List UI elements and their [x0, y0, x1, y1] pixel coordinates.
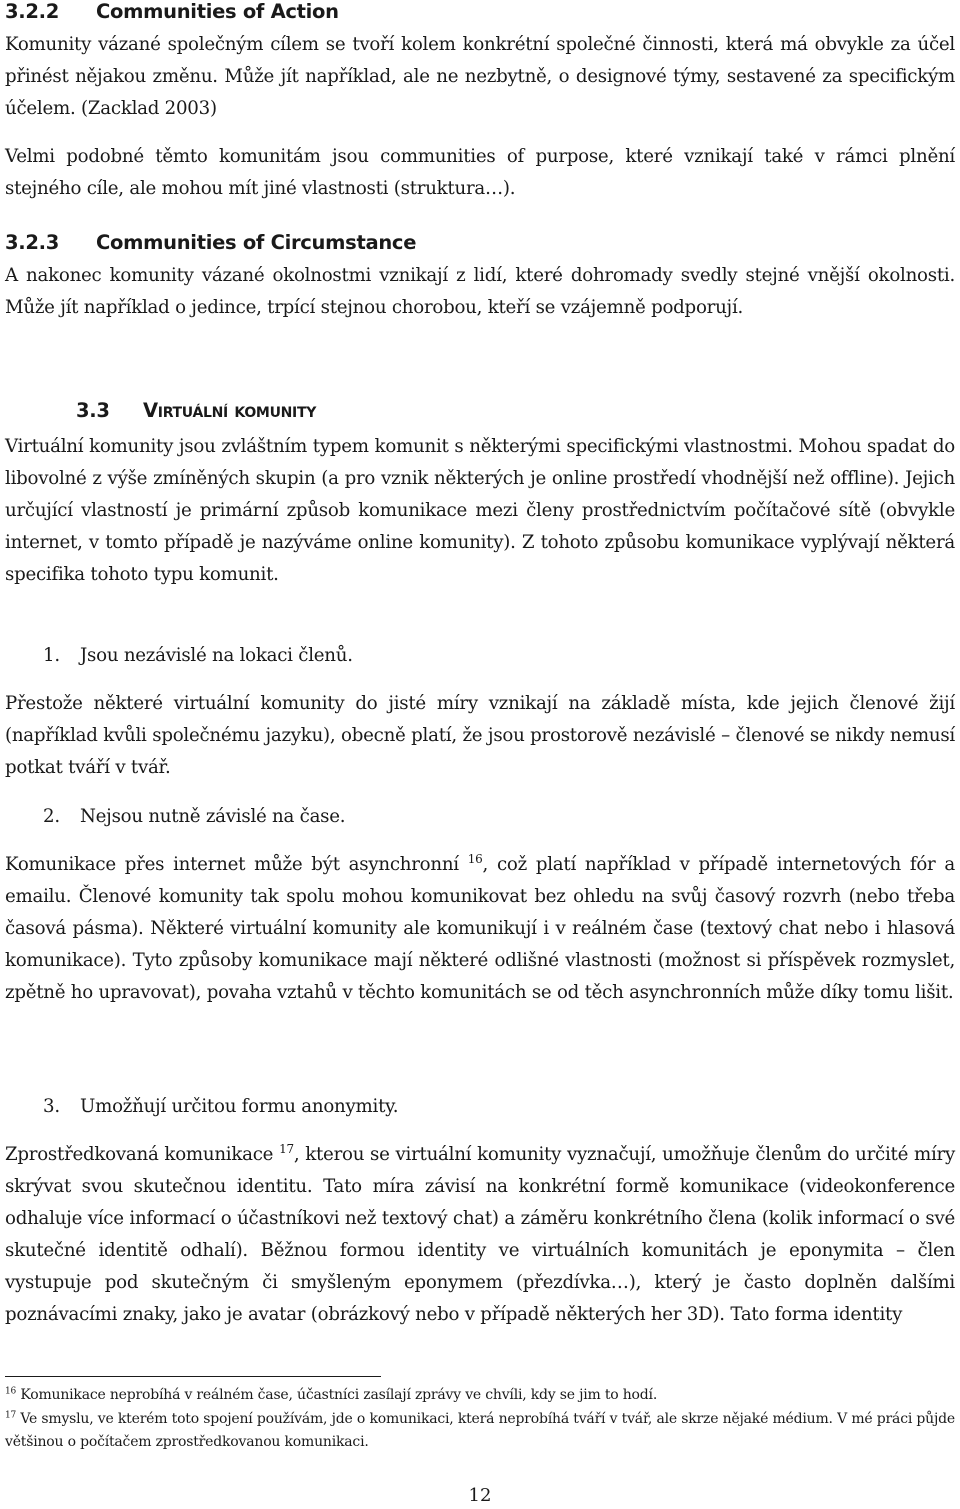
section-title: Communities of Circumstance: [96, 231, 417, 254]
footnote-separator: [5, 1376, 381, 1377]
list-number: 2.: [43, 806, 60, 827]
paragraph-text: , kterou se virtuální komunity vyznačují, umožňuje členům do určité míry skrývat svou skutečnou identitu. Tato míra závisí na konkrétní formě komunikace (videokonference odhaluje více informací o účastníkovi než textový chat) a záměru konkrétního člena (kolik informací o své skutečné identitě odhalí). Běžnou formou identity ve virtuálních komunitách je eponymita – člen vystupuje pod skutečným či smyšleným eponymem (přezdívka…), který je často doplněn dalšími poznávacími znaky, jako je avatar (obrázkový nebo v případě některých her 3D). Tato forma identity: [5, 1144, 955, 1325]
paragraph: A nakonec komunity vázané okolnostmi vznikají z lidí, které dohromady svedly stejné vnější okolnosti. Může jít například o jedince, trpící stejnou chorobou, kteří se vzájemně podporují.: [5, 265, 955, 318]
section-heading-3-2-2: [5, 0, 339, 24]
list-item-text: Nejsou nutně závislé na čase.: [80, 806, 346, 827]
list-number: 3.: [43, 1096, 60, 1117]
footnote-number: 16: [5, 1386, 17, 1397]
section-title: Virtuální komunity: [143, 399, 317, 422]
list-item: [5, 640, 353, 672]
list-item-text: Jsou nezávislé na lokaci členů.: [80, 645, 353, 666]
paragraph: [5, 849, 955, 1009]
paragraph: Velmi podobné těmto komunitám jsou communities of purpose, které vznikají také v rámci plnění stejného cíle, ale mohou mít jiné vlastnosti (struktura…).: [5, 146, 955, 199]
list-number: 1.: [43, 645, 60, 666]
footnote: [5, 1408, 955, 1454]
footnote-ref[interactable]: 17: [279, 1141, 294, 1156]
paragraph: Komunity vázané společným cílem se tvoří kolem konkrétní společné činnosti, která má obvykle za účel přinést nějakou změnu. Může jít například, ale ne nezbytně, o designové týmy, sestavené za specifickým účelem. (Zacklad 2003): [5, 34, 955, 119]
paragraph-text: Zprostředkovaná komunikace: [5, 1144, 274, 1165]
section-number: 3.2.2: [5, 0, 60, 23]
paragraph-text: Komunikace přes internet může být asynchronní: [5, 854, 459, 875]
list-item-text: Umožňují určitou formu anonymity.: [80, 1096, 399, 1117]
paragraph: Přestože některé virtuální komunity do jisté míry vznikají na základě místa, kde jejich členové žijí (například kvůli společnému jazyku), obecně platí, že jsou prostorově nezávislé – členové se nikdy nemusí potkat tváří v tvář.: [5, 693, 955, 778]
paragraph-text: , což platí například v případě internetových fór a emailu. Členové komunity tak spolu mohou komunikovat bez ohledu na svůj časový rozvrh (nebo třeba časová pásma). Některé virtuální komunity ale komunikují i v reálném čase (textový chat nebo i hlasová komunikace). Tyto způsoby komunikace mají některé odlišné vlastnosti (možnost si příspěvek rozmyslet, zpětně ho upravovat), povaha vztahů v těchto komunitách se od těch asynchronních může díky tomu lišit.: [5, 854, 955, 1003]
footnote-text: Komunikace neprobíhá v reálném čase, účastníci zasílají zprávy ve chvíli, kdy se jim to hodí.: [20, 1387, 658, 1403]
footnote-number: 17: [5, 1410, 17, 1421]
list-item: [5, 801, 345, 833]
section-title: Communities of Action: [96, 0, 339, 23]
section-number: 3.3: [76, 399, 110, 422]
section-heading-3-3: [5, 398, 316, 424]
footnote-text: Ve smyslu, ve kterém toto spojení používám, jde o komunikaci, která neprobíhá tváří v tvář, ale skrze nějaké médium. V mé práci půjde většinou o počítačem zprostředkovanou komunikaci.: [5, 1411, 955, 1450]
page-number: 12: [468, 1485, 492, 1506]
paragraph: Virtuální komunity jsou zvláštním typem komunit s některými specifickými vlastnostmi. Mohou spadat do libovolné z výše zmíněných skupin (a pro vznik některých je online prostředí vhodnější než offline). Jejich určující vlastností je primární způsob komunikace mezi členy prostřednictvím počítačové sítě (obvykle internet, v tomto případě je nazýváme online komunity). Z tohoto způsobu komunikace vyplývají některá specifika tohoto typu komunit.: [5, 436, 955, 585]
section-number: 3.2.3: [5, 231, 60, 254]
paragraph: [5, 1139, 955, 1331]
list-item: [5, 1091, 398, 1123]
footnote-ref[interactable]: 16: [467, 851, 483, 866]
section-heading-3-2-3: [5, 231, 416, 255]
footnote: [5, 1384, 955, 1407]
